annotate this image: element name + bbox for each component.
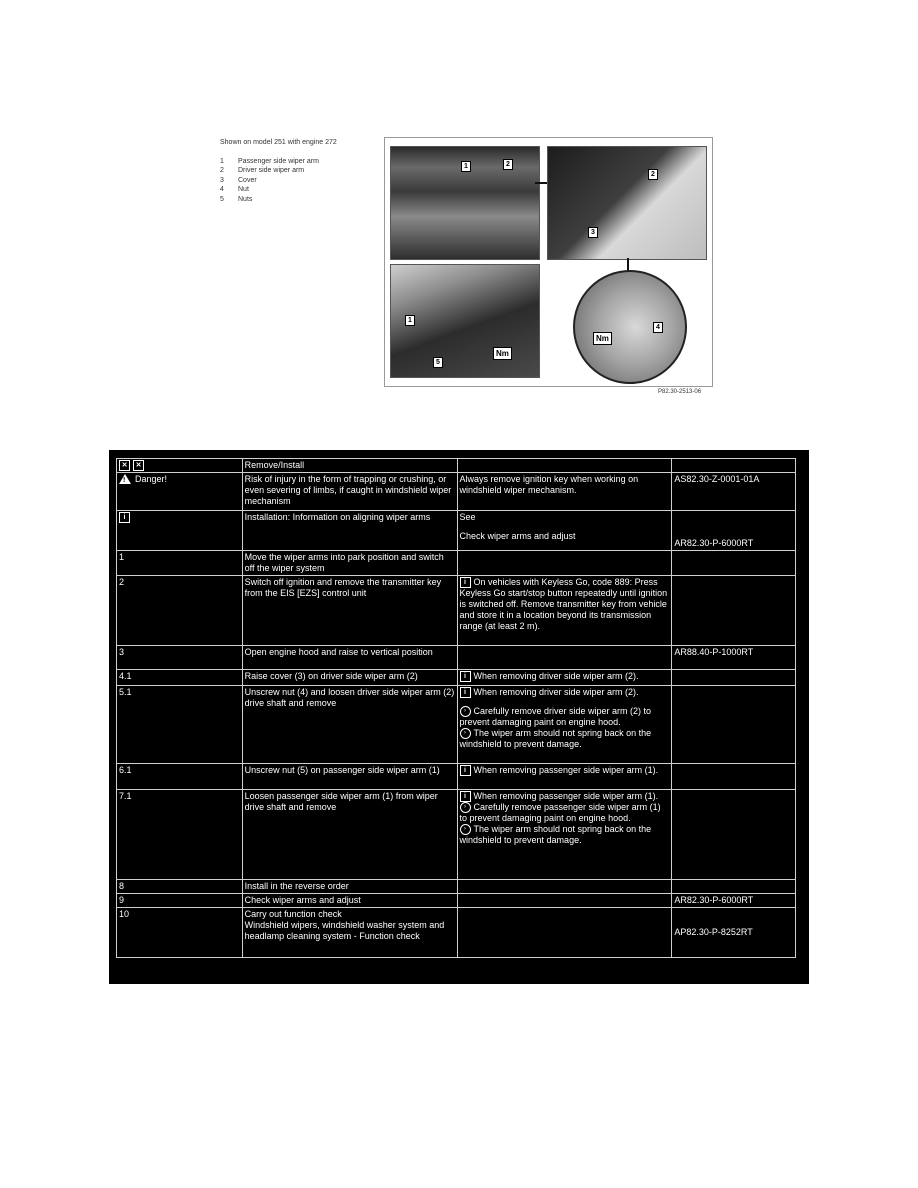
passenger-wiper-photo — [390, 264, 540, 378]
table-row: 9 Check wiper arms and adjust AR82.30-P-6000RT — [117, 894, 796, 908]
caution-icon: › — [460, 802, 471, 813]
legend-item: 3 Cover — [220, 176, 257, 184]
figure-legend — [220, 138, 337, 204]
caution-icon: › — [460, 728, 471, 739]
reference-link[interactable]: Check wiper arms and adjust — [459, 531, 576, 541]
caution-icon: › — [460, 706, 471, 717]
nut-closeup-photo — [573, 270, 687, 384]
wiper-arm-figure — [384, 137, 713, 387]
callout-label: 3 — [588, 227, 598, 238]
info-icon: i — [119, 512, 130, 523]
torque-nm-label: Nm — [493, 347, 512, 360]
table-row: !Danger! Risk of injury in the form of trapping or crushing, or even severing of limbs, if caught in windshield wiper mechanism Always remove ignition key when working on windshield wiper mechanism. AS82.30-Z-0001-01A — [117, 473, 796, 511]
callout-label: 1 — [405, 315, 415, 326]
info-icon: i — [460, 671, 471, 682]
reference-link[interactable]: Windshield wipers, windshield washer system and headlamp cleaning system - Function check — [244, 920, 445, 941]
table-row: 7.1 Loosen passenger side wiper arm (1) from wiper drive shaft and remove i When removing passenger side wiper arm (1). › Carefully remove passenger side wiper arm (1) to prevent damaging paint on engine hood. › The wiper arm should not spring back on the windshield to prevent damage. — [117, 790, 796, 880]
warning-triangle-icon — [119, 474, 131, 484]
table-row: 6.1 Unscrew nut (5) on passenger side wiper arm (1) i When removing passenger side wiper arm (1). — [117, 764, 796, 790]
table-row: 8 Install in the reverse order — [117, 880, 796, 894]
driver-wiper-closeup-photo — [547, 146, 707, 260]
figure-code: P82.30-2513-06 — [658, 389, 702, 395]
table-header-row — [117, 459, 796, 473]
header-icons — [117, 459, 243, 473]
info-icon: i — [460, 577, 471, 588]
info-icon: i — [460, 765, 471, 776]
danger-label: Danger! — [135, 474, 168, 484]
engine-bay-photo — [390, 146, 540, 260]
table-row: 10 Carry out function check Windshield wipers, windshield washer system and headlamp cleaning system - Function check AP82.30-P-8252RT — [117, 908, 796, 958]
legend-item: 2 Driver side wiper arm — [220, 167, 305, 174]
torque-nm-label: Nm — [593, 332, 612, 345]
legend-caption: Shown on model 251 with engine 272 — [220, 139, 337, 146]
header-title: Remove/Install — [242, 459, 457, 473]
remove-icon: ✕ — [119, 460, 130, 471]
table-row: 5.1 Unscrew nut (4) and loosen driver side wiper arm (2) drive shaft and remove i When removing driver side wiper arm (2). › Carefully remove driver side wiper arm (2) to prevent damaging paint on engine hood. › The wiper arm should not spring back on the windshield to prevent damage. — [117, 686, 796, 764]
install-icon: ✕ — [133, 460, 144, 471]
caution-icon: › — [460, 824, 471, 835]
info-icon: i — [460, 791, 471, 802]
table-row: 4.1 Raise cover (3) on driver side wiper arm (2) i When removing driver side wiper arm (2). — [117, 670, 796, 686]
callout-label: 2 — [648, 169, 658, 180]
table-row: i Installation: Information on aligning wiper arms See Check wiper arms and adjust AR82.30-P-6000RT — [117, 511, 796, 551]
legend-item: 4 Nut — [220, 186, 249, 193]
callout-label: 1 — [461, 161, 471, 172]
callout-label: 4 — [653, 322, 663, 333]
table-row: 2 Switch off ignition and remove the transmitter key from the EIS [EZS] control unit i On vehicles with Keyless Go, code 889: Press Keyless Go start/stop button repeatedly until ignition is switched off. Remove transmitter key from vehicle and store it in a location beyond its transmission range (at least 2 m). — [117, 576, 796, 646]
legend-item: 5 Nuts — [220, 195, 253, 203]
procedure-table — [116, 458, 796, 958]
callout-label: 2 — [503, 159, 513, 170]
callout-label: 5 — [433, 357, 443, 368]
table-row: 3 Open engine hood and raise to vertical position AR88.40-P-1000RT — [117, 646, 796, 670]
info-icon: i — [460, 687, 471, 698]
legend-item: 1 Passenger side wiper arm — [220, 157, 319, 165]
procedure-table-container — [109, 450, 809, 984]
table-row: 1 Move the wiper arms into park position and switch off the wiper system — [117, 551, 796, 576]
